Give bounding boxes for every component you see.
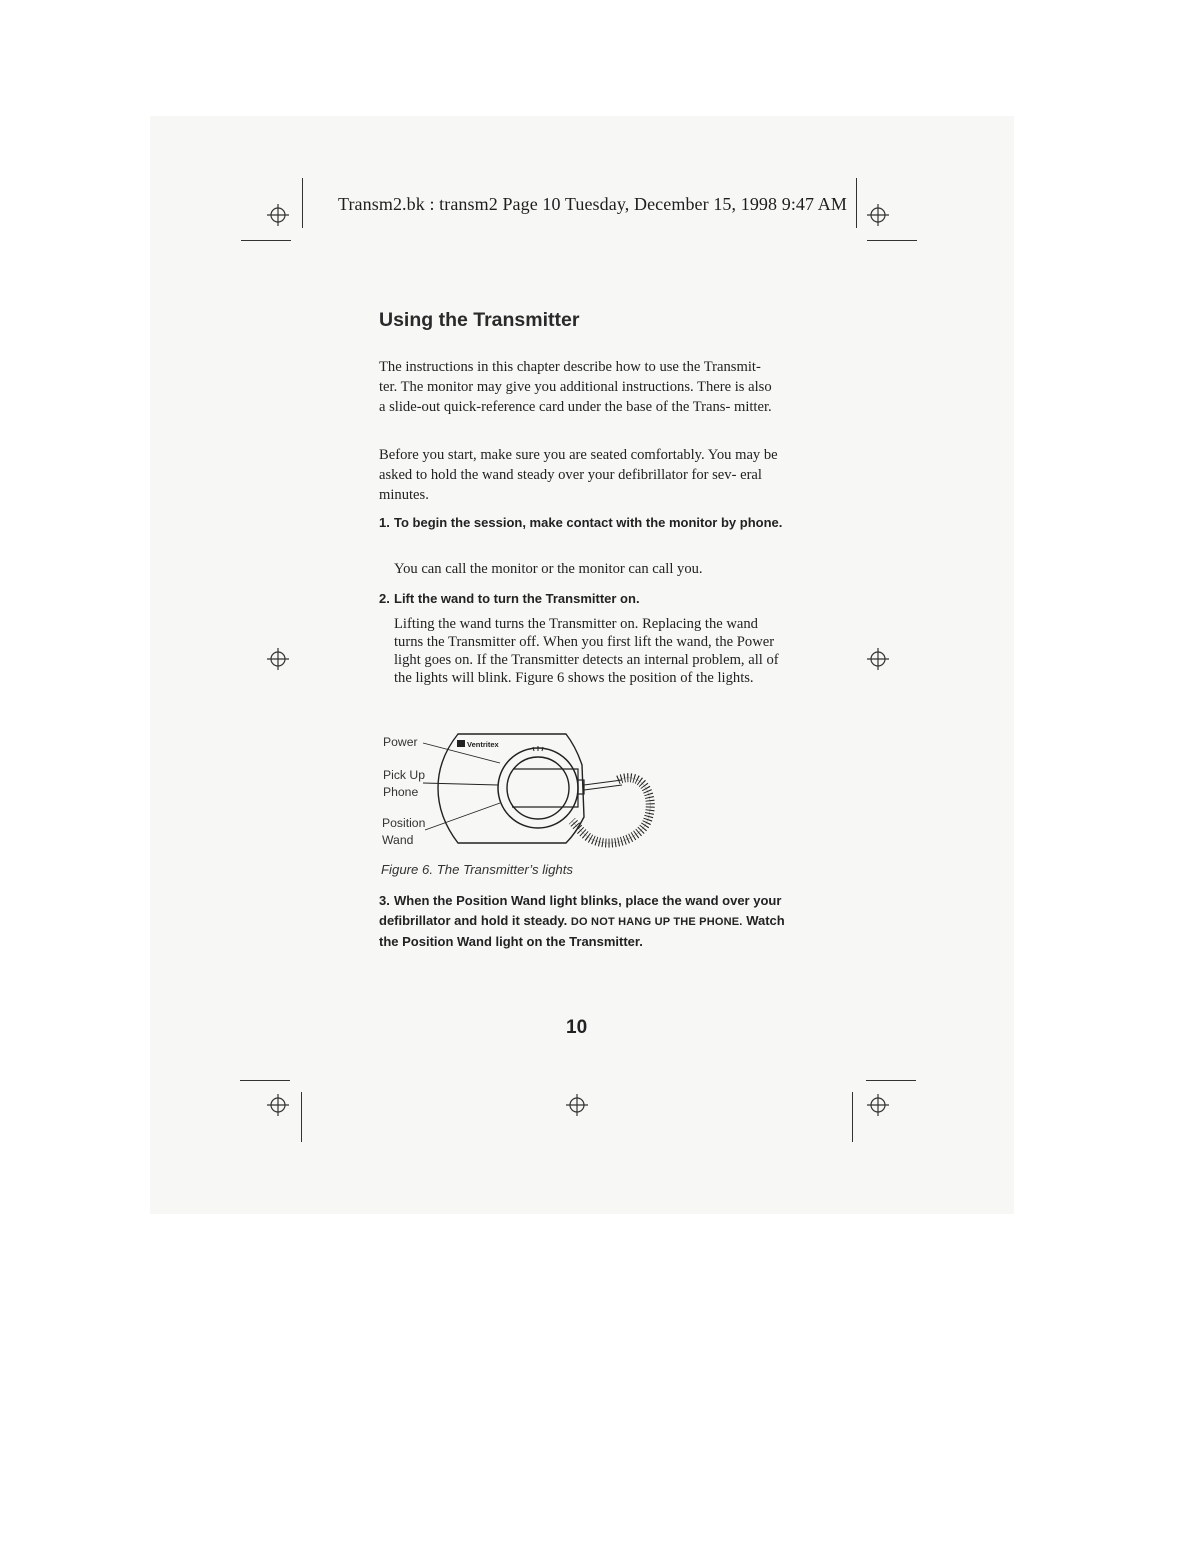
crop-mark (302, 178, 303, 228)
seating-paragraph: Before you start, make sure you are seated comfortably. You may be asked to hold the wand steady over your defibrillator for sev- eral minutes. (379, 447, 778, 503)
step-title-text: To begin the session, make contact with the monitor by phone. (394, 515, 783, 530)
registration-mark-icon (867, 1094, 889, 1116)
crop-mark (866, 1080, 916, 1081)
registration-mark-icon (267, 1094, 289, 1116)
section-heading: Using the Transmitter (379, 309, 580, 331)
crop-mark (241, 240, 291, 241)
step-number: 3. (379, 893, 390, 908)
wand-outer-ring (498, 748, 578, 828)
figure-caption: Figure 6. The Transmitter’s lights (381, 862, 574, 877)
brand-name: Ventritex (467, 740, 499, 749)
registration-mark-icon (267, 204, 289, 226)
step-3-title (379, 891, 789, 952)
label-position-line2: Wand (382, 833, 414, 847)
page-number: 10 (566, 1017, 588, 1038)
registration-mark-icon (867, 648, 889, 670)
label-power: Power (383, 735, 418, 749)
step-title-text: Lift the wand to turn the Transmitter on. (394, 591, 640, 606)
cord-straight (584, 780, 622, 790)
label-position-line1: Position (382, 816, 426, 830)
crop-mark (867, 240, 917, 241)
step-2-body: Lifting the wand turns the Transmitter on. Replacing the wand turns the Transmitter off. When you first lift the wand, the Power light goes on. If the Transmitter detects an internal problem, all of the lights will blink. Figure 6 shows the position of the lights. (394, 616, 779, 686)
step-2-title (379, 589, 789, 609)
step-1-title (379, 513, 789, 533)
step-title-text: When the Position Wand light blinks, place the wand over your defibrillator and hold it steady. (379, 893, 782, 928)
crop-mark (856, 178, 857, 228)
registration-mark-icon (867, 204, 889, 226)
crop-mark (301, 1092, 302, 1142)
brand-logo-icon (457, 740, 465, 747)
transmitter-body-outline (438, 734, 584, 843)
step-number: 2. (379, 591, 390, 606)
intro-paragraph: The instructions in this chapter describe how to use the Transmit- ter. The monitor may give you additional instructions. There is also a slide-out quick-reference card under the base of the Trans- mitter. (379, 359, 772, 415)
transmitter-illustration (420, 725, 670, 855)
registration-mark-icon (566, 1094, 588, 1116)
print-header: Transm2.bk : transm2 Page 10 Tuesday, December 15, 1998 9:47 AM (338, 194, 847, 214)
registration-mark-icon (267, 648, 289, 670)
leader-pickup (423, 783, 498, 785)
crop-mark (852, 1092, 853, 1142)
leader-position (425, 803, 500, 830)
step-title-text: Watch the Position Wand light on the Transmitter. (379, 912, 785, 949)
label-pickup-line2: Phone (383, 785, 419, 799)
wand-inner-ring (507, 757, 569, 819)
warning-caps: DO NOT HANG UP THE PHONE. (570, 915, 743, 928)
step-number: 1. (379, 515, 390, 530)
step-1-body: You can call the monitor or the monitor can call you. (394, 561, 703, 577)
label-pickup-line1: Pick Up (383, 768, 425, 782)
crop-mark (240, 1080, 290, 1081)
